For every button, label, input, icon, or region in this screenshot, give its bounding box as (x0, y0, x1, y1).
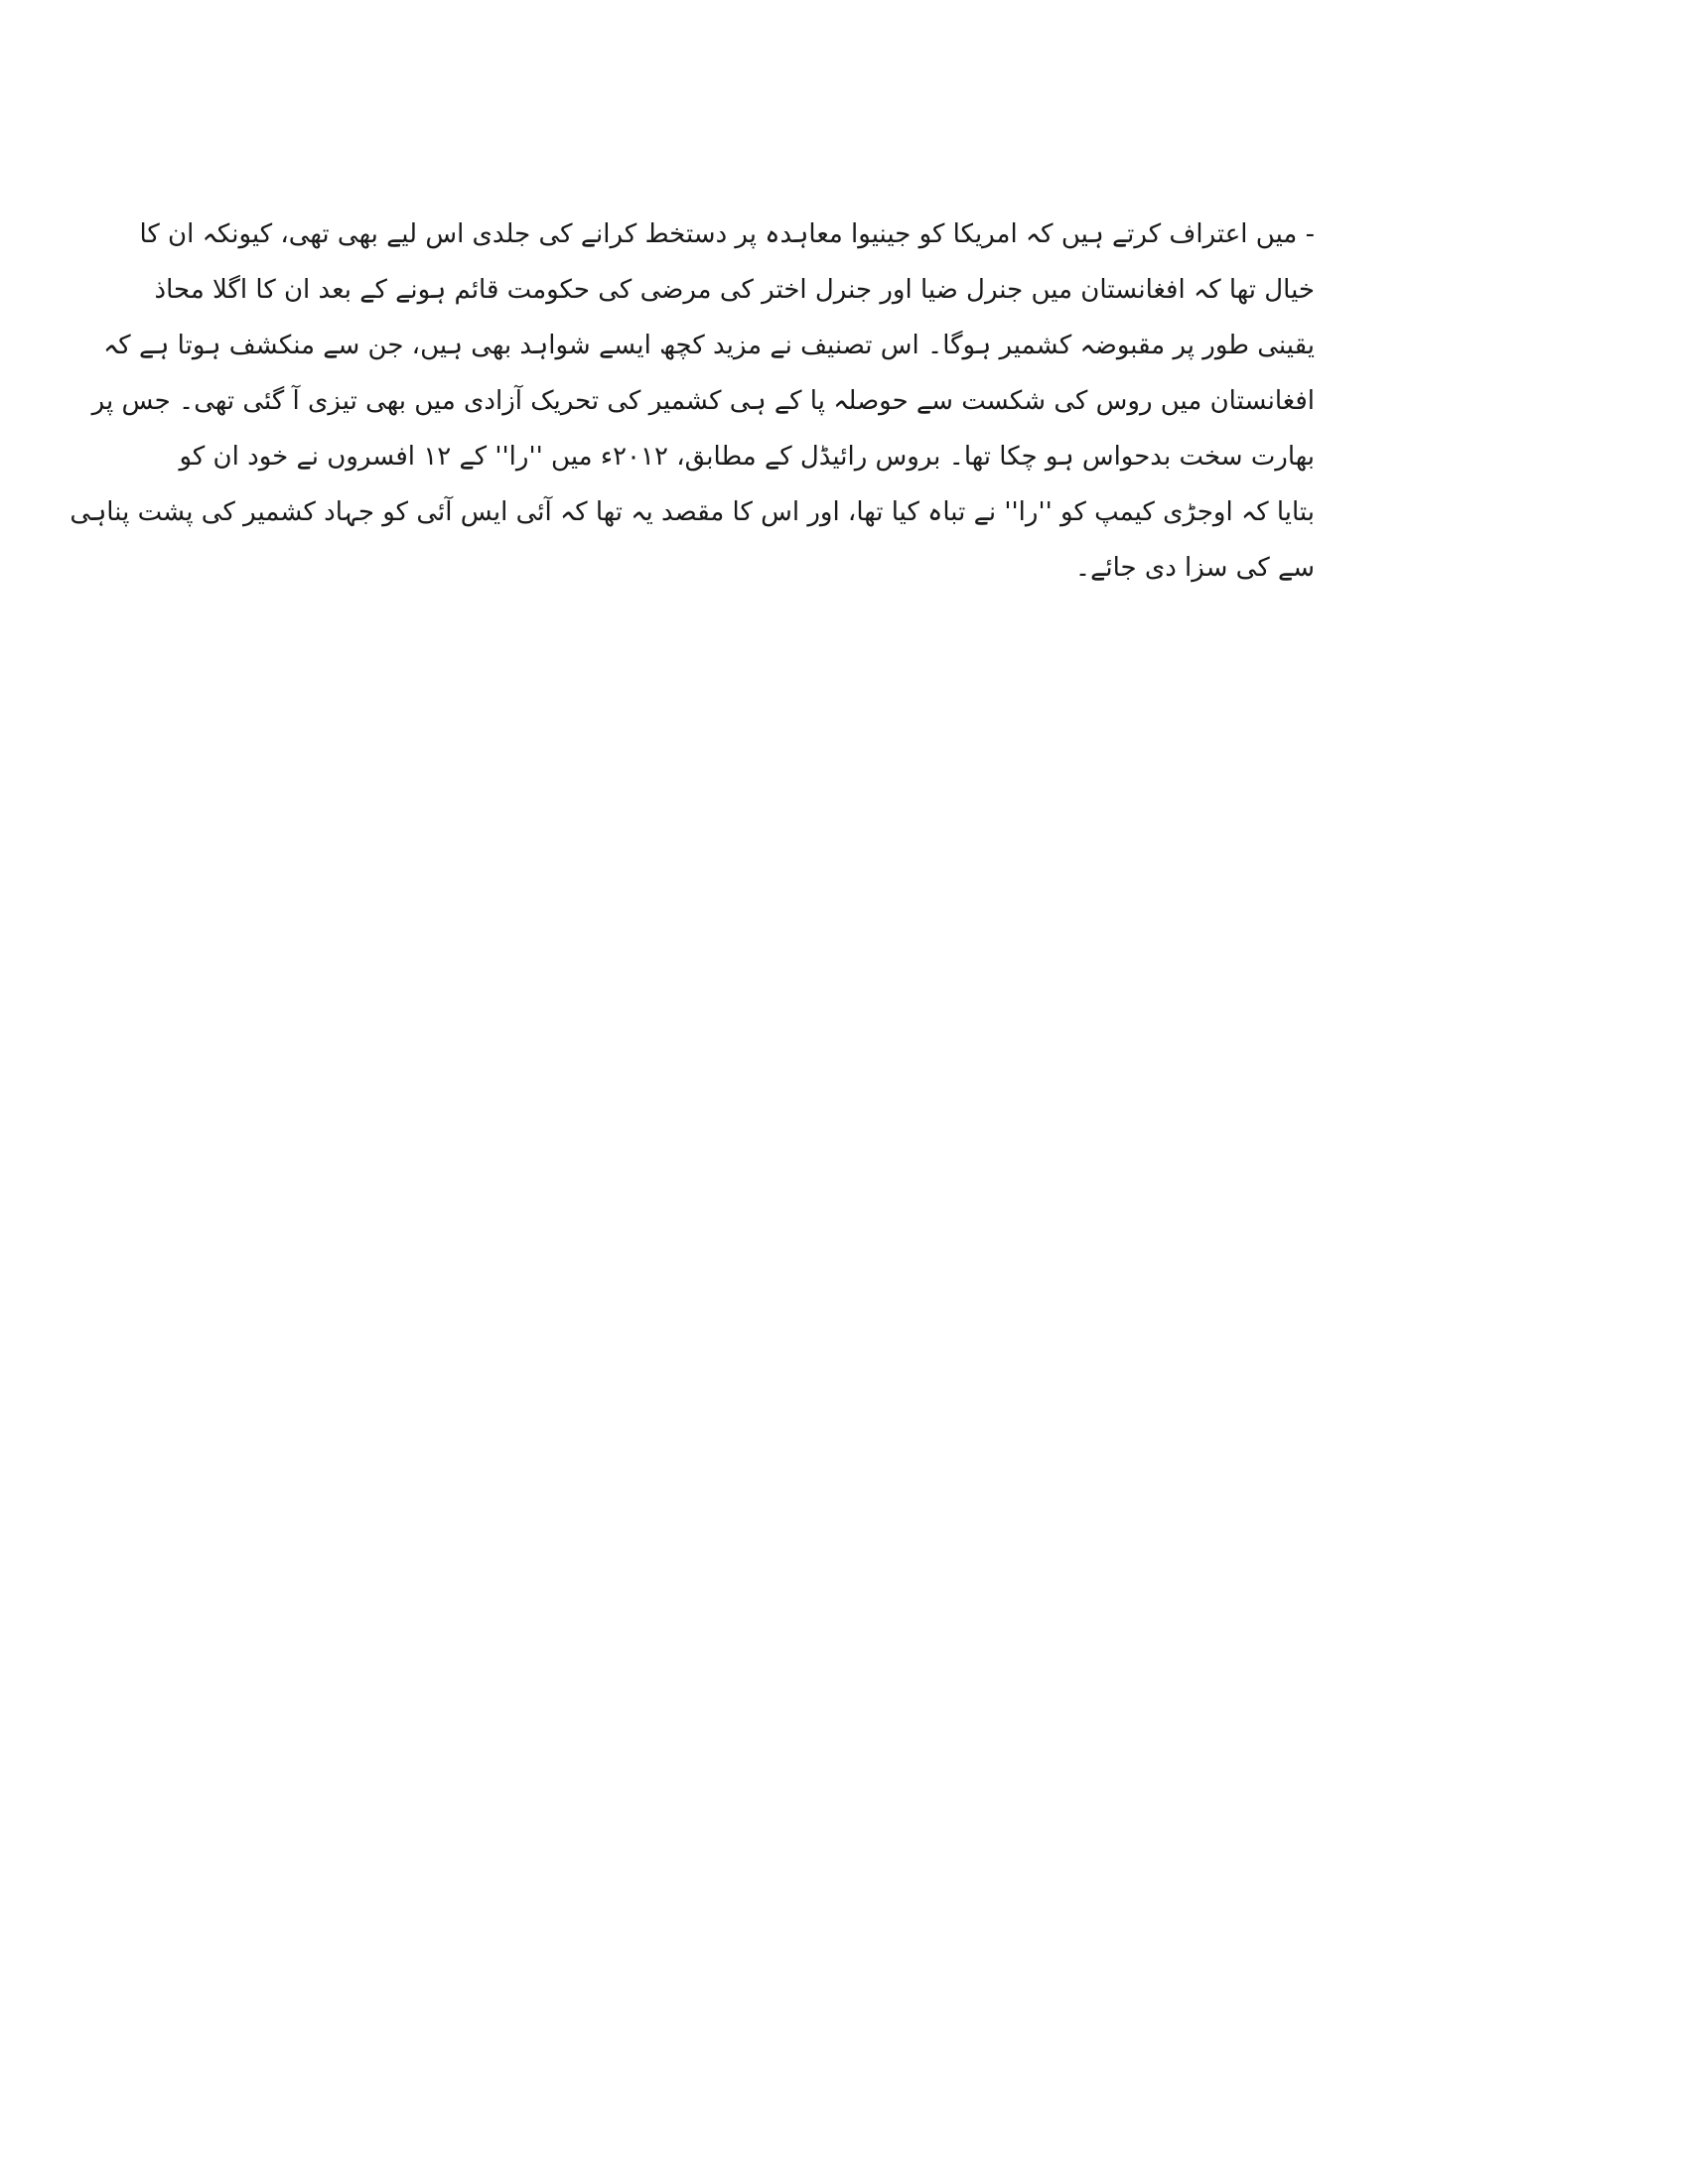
paragraph-line-2: خیال تھا کہ افغانستان میں جنرل ضیا اور جنرل اختر کی مرضی کی حکومت قائم ہونے کے بعد ان کا اگلا محاذ (154, 275, 1315, 305)
paragraph-line-4: افغانستان میں روس کی شکست سے حوصلہ پا کے ہی کشمیر کی تحریک آزادی میں بھی تیزی آ گئی تھی۔ جس پر (91, 386, 1315, 416)
paragraph-line-7: سے کی سزا دی جائے۔ (1074, 553, 1315, 583)
paragraph-line-6: بتایا کہ اوجڑی کیمپ کو ''را'' نے تباہ کیا تھا، اور اس کا مقصد یہ تھا کہ آئی ایس آئی کو جہاد کشمیر کی پشت پناہی (70, 497, 1315, 527)
paragraph-line-5: بھارت سخت بدحواس ہو چکا تھا۔ بروس رائیڈل کے مطابق، ۲۰۱۲ء میں ''را'' کے ۱۲ افسروں نے خود ان کو (179, 442, 1315, 472)
paragraph-line-3: یقینی طور پر مقبوضہ کشمیر ہوگا۔ اس تصنیف نے مزید کچھ ایسے شواہد بھی ہیں، جن سے منکشف ہوتا ہے کہ (103, 331, 1315, 360)
urdu-paragraph (70, 206, 1315, 596)
paragraph-line-1: - میں اعتراف کرتے ہیں کہ امریکا کو جینیوا معاہدہ پر دستخط کرانے کی جلدی اس لیے بھی تھی، کیونکہ ان کا (139, 219, 1315, 249)
